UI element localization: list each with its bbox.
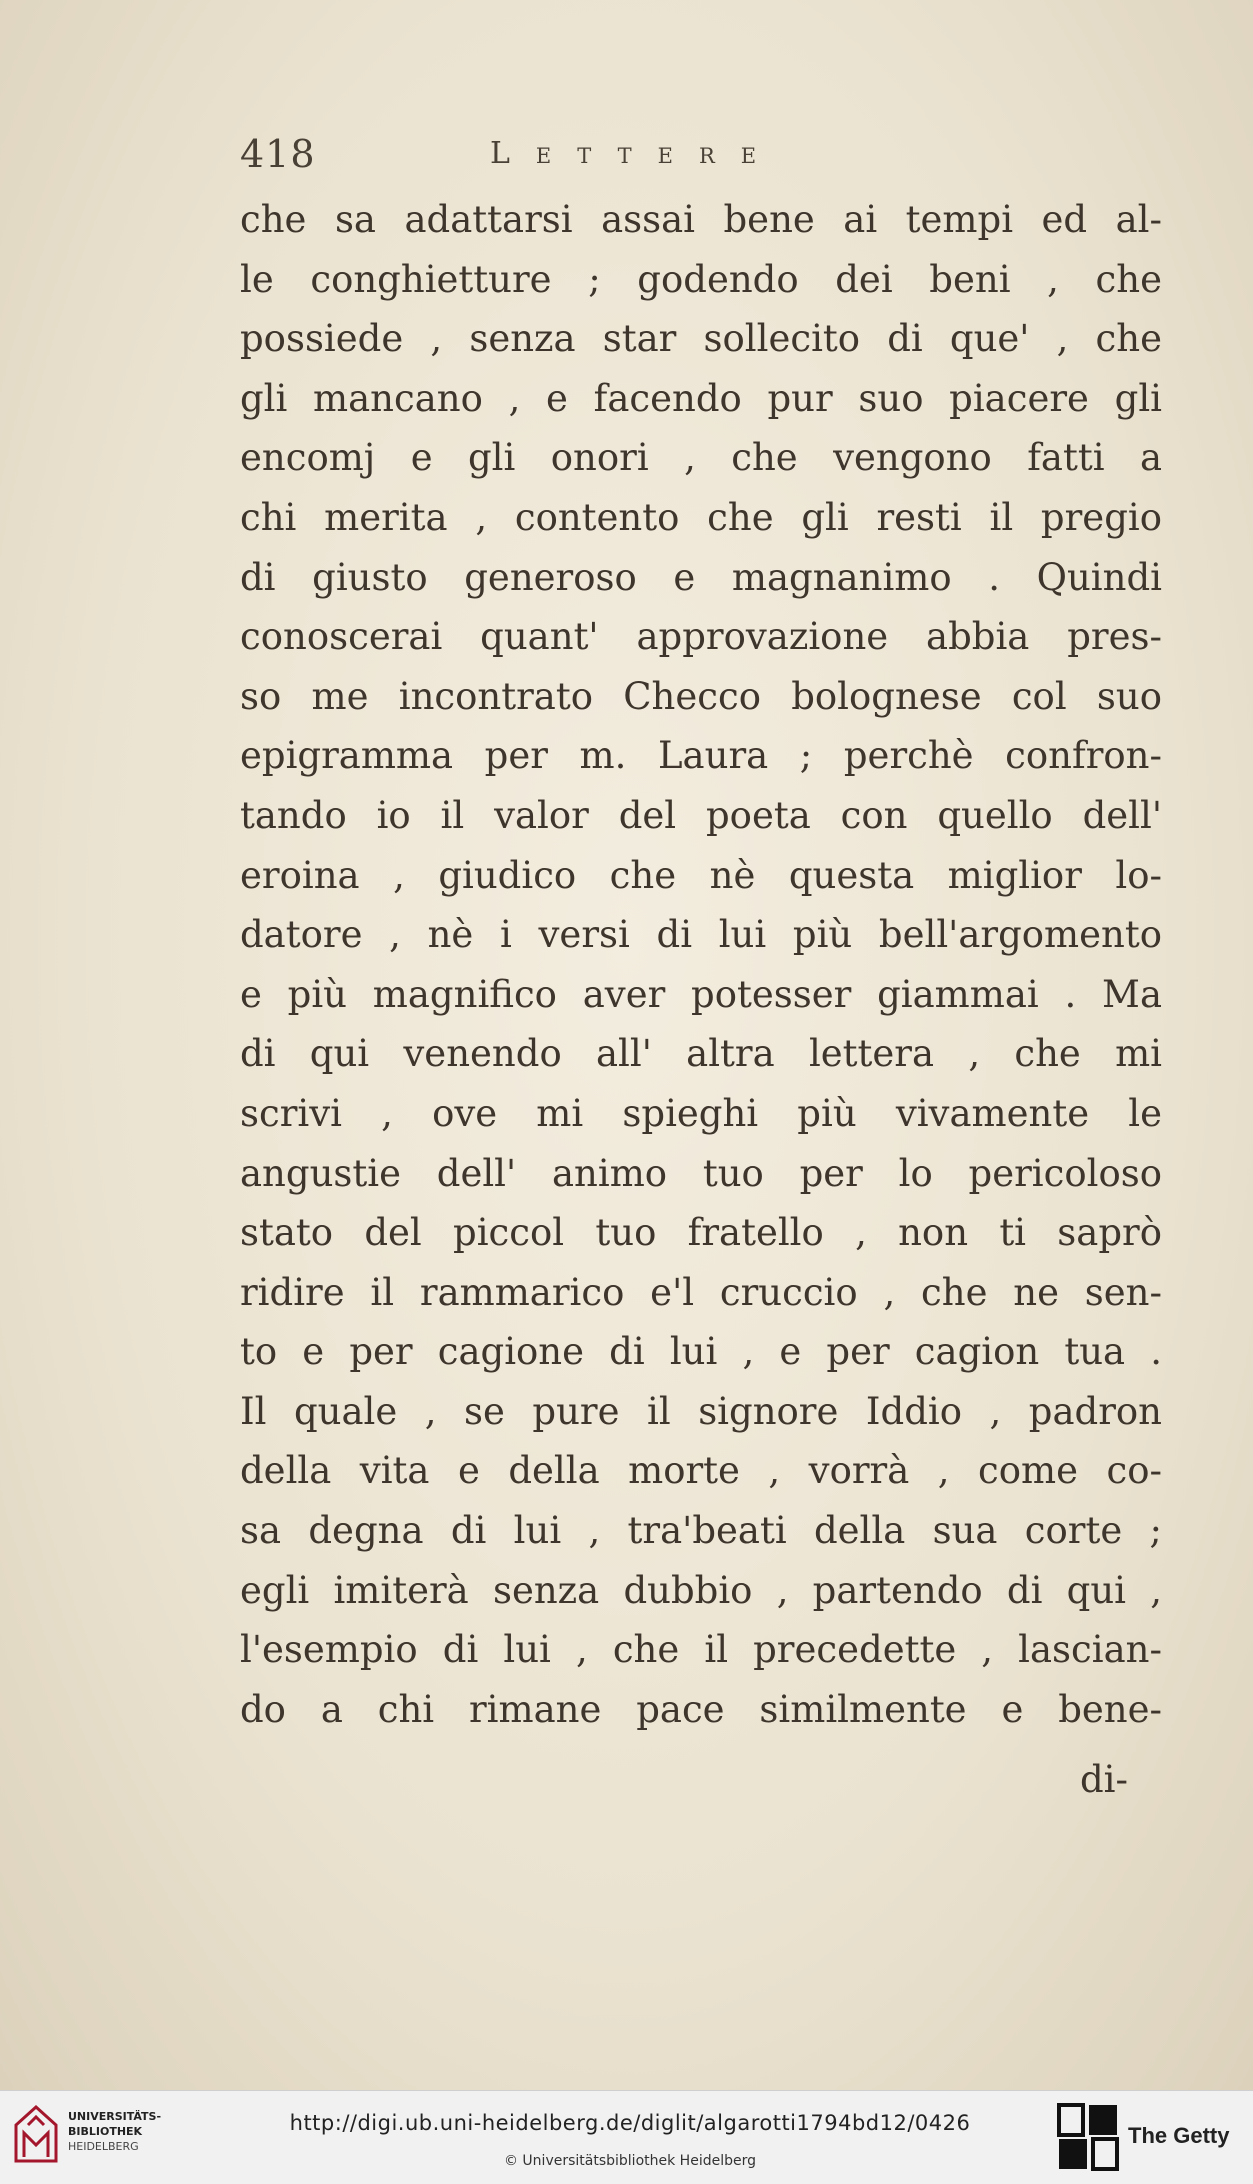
- text-line: stato del piccol tuo fratello , non ti saprò: [240, 1211, 1162, 1255]
- text-line: to e per cagione di lui , e per cagion tua .: [240, 1330, 1162, 1374]
- text-line: conoscerai quant' approvazione abbia pres-: [240, 615, 1162, 659]
- text-line: l'esempio di lui , che il precedette , lascian-: [240, 1628, 1162, 1672]
- text-line: angustie dell' animo tuo per lo pericoloso: [240, 1151, 1162, 1195]
- text-line: scrivi , ove mi spieghi più vivamente le: [240, 1091, 1162, 1135]
- getty-logo-icon: [1055, 2101, 1121, 2171]
- page-header: [240, 132, 1160, 188]
- library-name-line: HEIDELBERG: [68, 2140, 139, 2153]
- viewer-footer: [0, 2090, 1253, 2184]
- text-line: gli mancano , e facendo pur suo piacere gli: [240, 376, 1162, 420]
- text-line: egli imiterà senza dubbio , partendo di qui ,: [240, 1568, 1162, 1612]
- text-line: ridire il rammarico e'l cruccio , che ne sen-: [240, 1270, 1162, 1314]
- permalink-url[interactable]: http://digi.ub.uni-heidelberg.de/diglit/algarotti1794bd12/0426: [289, 2111, 971, 2135]
- text-line: tando io il valor del poeta con quello dell': [240, 793, 1162, 837]
- text-line: e più magnifico aver potesser giammai . Ma: [240, 972, 1162, 1016]
- copyright-notice: © Universitätsbibliothek Heidelberg: [503, 2153, 756, 2169]
- text-line: encomj e gli onori , che vengono fatti a: [240, 436, 1162, 480]
- body-text: [240, 190, 1162, 1739]
- text-line: di giusto generoso e magnanimo . Quindi: [240, 555, 1162, 599]
- library-name: [68, 2109, 161, 2154]
- text-line: di qui venendo all' altra lettera , che mi: [240, 1032, 1162, 1076]
- running-title: Lettere: [490, 136, 783, 171]
- partner-name: The Getty: [1128, 2123, 1230, 2148]
- university-library-logo-icon: [14, 2105, 58, 2163]
- text-line: che sa adattarsi assai bene ai tempi ed al-: [240, 198, 1162, 241]
- library-name-line: BIBLIOTHEK: [68, 2125, 143, 2138]
- page-number: 418: [240, 132, 316, 176]
- text-line: della vita e della morte , vorrà , come co-: [240, 1449, 1162, 1493]
- text-line: do a chi rimane pace similmente e bene-: [240, 1687, 1162, 1731]
- text-line: sa degna di lui , tra'beati della sua corte ;: [240, 1509, 1162, 1553]
- text-line: chi merita , contento che gli resti il pregio: [240, 495, 1162, 539]
- text-line: epigramma per m. Laura ; perchè confron-: [240, 734, 1162, 778]
- text-line: eroina , giudico che nè questa miglior lo-: [240, 853, 1162, 897]
- text-line: possiede , senza star sollecito di que' , che: [240, 317, 1162, 361]
- text-line: so me incontrato Checco bolognese col suo: [240, 674, 1162, 718]
- library-name-line: UNIVERSITÄTS-: [68, 2110, 162, 2123]
- catchword: di-: [1080, 1758, 1129, 1801]
- text-line: Il quale , se pure il signore Iddio , padron: [240, 1389, 1162, 1433]
- text-line: datore , nè i versi di lui più bell'argomento: [240, 913, 1162, 957]
- text-line: le conghietture ; godendo dei beni , che: [240, 257, 1162, 301]
